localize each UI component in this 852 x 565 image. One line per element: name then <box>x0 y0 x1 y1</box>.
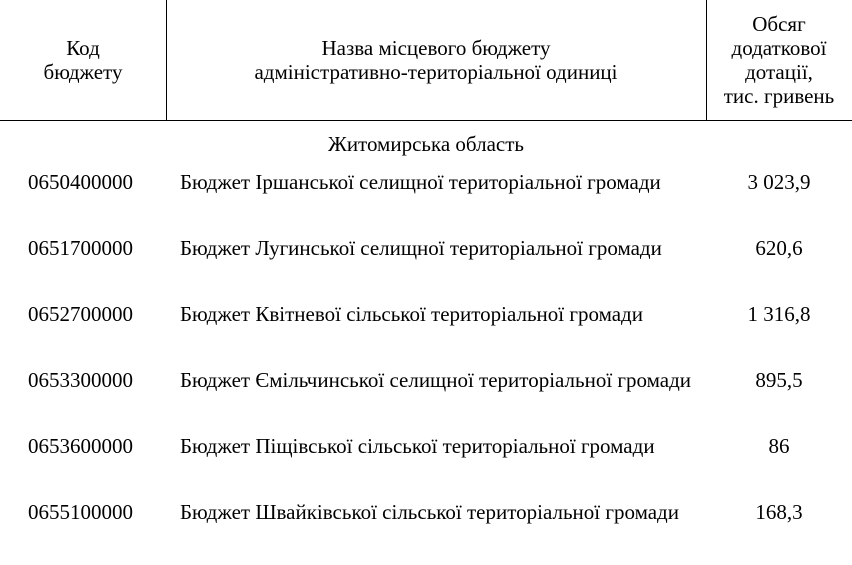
subsidy-amount-cell: 620,6 <box>755 236 803 260</box>
table-row <box>0 499 852 565</box>
table-row <box>0 367 852 433</box>
table-body <box>0 169 852 565</box>
header-subsidy-amount: Обсяг додаткової дотації, тис. гривень <box>723 12 835 108</box>
header-divider-right <box>706 0 707 120</box>
budget-name-cell: Бюджет Піщівської сільської територіальної громади <box>180 434 655 458</box>
budget-name-cell: Бюджет Лугинської селищної територіальної громади <box>180 236 662 260</box>
budget-name-cell: Бюджет Іршанської селищної територіальної громади <box>180 170 661 194</box>
subsidy-amount-cell: 168,3 <box>755 500 803 524</box>
table-row <box>0 301 852 367</box>
table-row <box>0 169 852 235</box>
budget-code-cell: 0653300000 <box>28 368 133 392</box>
subsidy-amount-cell: 1 316,8 <box>747 302 811 326</box>
budget-code-cell: 0655100000 <box>28 500 133 524</box>
subsidy-amount-cell: 86 <box>768 434 790 458</box>
header-divider-left <box>166 0 167 120</box>
budget-code-cell: 0651700000 <box>28 236 133 260</box>
budget-code-cell: 0653600000 <box>28 434 133 458</box>
subsidy-amount-cell: 3 023,9 <box>747 170 811 194</box>
subsidy-amount-cell: 895,5 <box>755 368 803 392</box>
budget-name-cell: Бюджет Швайківської сільської територіальної громади <box>180 500 679 524</box>
table-row <box>0 433 852 499</box>
header-budget-name: Назва місцевого бюджету адміністративно-територіальної одиниці <box>254 36 618 84</box>
region-heading: Житомирська область <box>328 132 524 156</box>
header-budget-code: Код бюджету <box>43 36 123 84</box>
header-bottom-rule <box>0 120 852 121</box>
budget-code-cell: 0652700000 <box>28 302 133 326</box>
budget-name-cell: Бюджет Ємільчинської селищної територіальної громади <box>180 368 692 392</box>
budget-code-cell: 0650400000 <box>28 170 133 194</box>
table-row <box>0 235 852 301</box>
budget-name-cell: Бюджет Квітневої сільської територіальної громади <box>180 302 643 326</box>
table-header <box>0 0 852 120</box>
